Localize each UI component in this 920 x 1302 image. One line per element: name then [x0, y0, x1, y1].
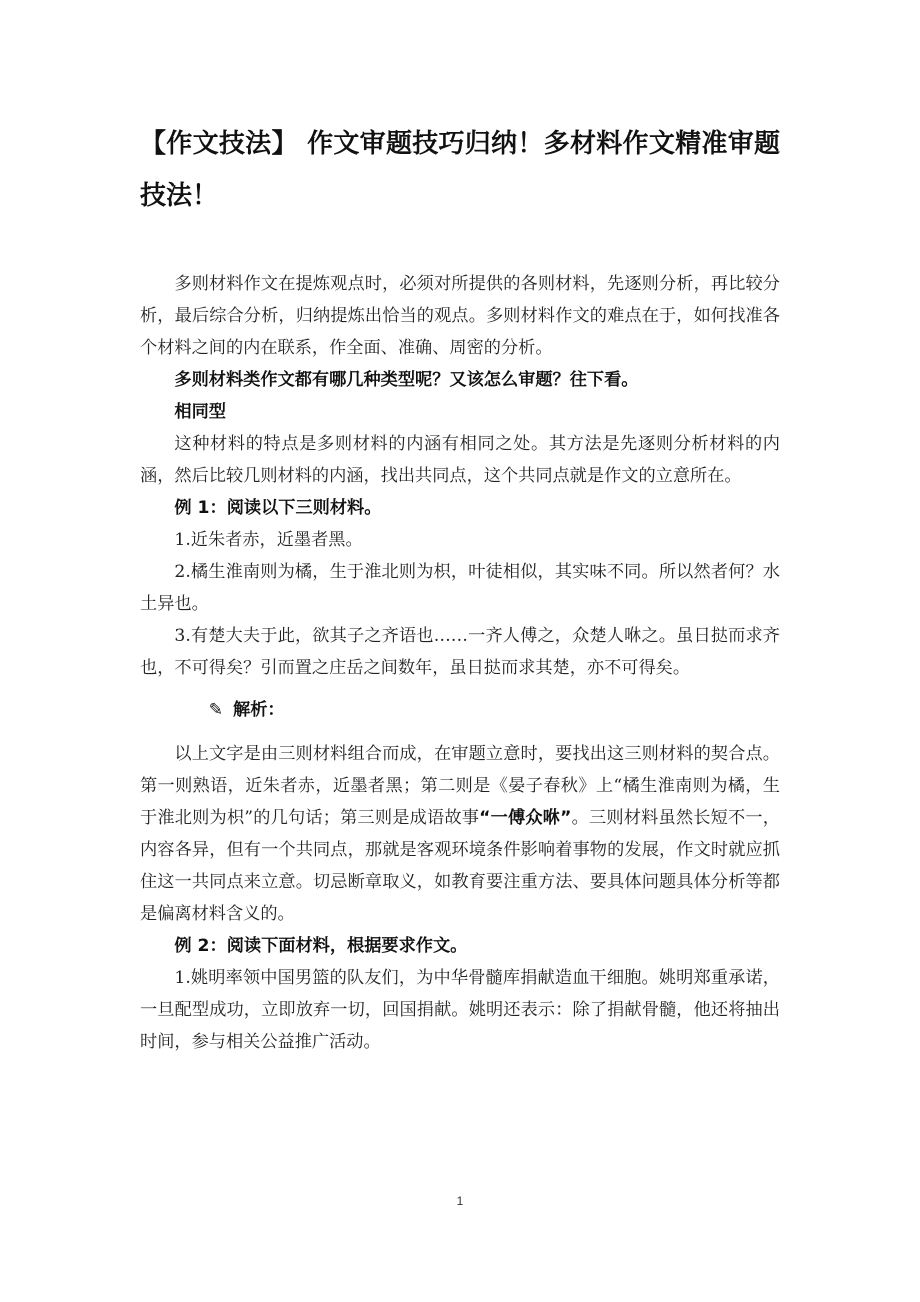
intro-paragraph: 多则材料作文在提炼观点时，必须对所提供的各则材料，先逐则分析，再比较分析，最后综合分析，归纳提炼出恰当的观点。多则材料作文的难点在于，如何找准各个材料之间的内在联系，作全面、准确、周密的分析。	[140, 274, 780, 358]
analysis-text-b: 。三则材料虽然长短不一，内容各异，但有一个共同点，那就是客观环境条件影响着事物的发展，作文时就应抓住这一共同点来立意。切忌断章取义，如教育要注重方法、要具体问题具体分析等都是偏离材料含义的。	[140, 808, 780, 924]
analysis-text-bold: “一傅众咻”	[479, 808, 572, 828]
pencil-icon: ✎	[208, 700, 224, 720]
example2-item-1: 1.姚明率领中国男篮的队友们，为中华骨髓库捐献造血干细胞。姚明郑重承诺，一旦配型成功，立即放弃一切，回国捐献。姚明还表示：除了捐献骨髓，他还将抽出时间，参与相关公益推广活动。	[140, 968, 780, 1052]
article-title: 【作文技法】 作文审题技巧归纳！多材料作文精准审题技法！	[140, 129, 780, 211]
page-number: 1	[456, 1194, 464, 1208]
example2-heading: 例 2：阅读下面材料，根据要求作文。	[174, 936, 468, 956]
analysis-paragraph	[140, 738, 780, 930]
article-body	[140, 268, 780, 1058]
type-description: 这种材料的特点是多则材料的内涵有相同之处。其方法是先逐则分析材料的内涵，然后比较几则材料的内涵，找出共同点，这个共同点就是作文的立意所在。	[140, 434, 780, 486]
question-paragraph: 多则材料类作文都有哪几种类型呢？又该怎么审题？往下看。	[174, 370, 639, 390]
example1-item-2: 2.橘生淮南则为橘，生于淮北则为枳，叶徒相似，其实味不同。所以然者何？水土异也。	[140, 562, 780, 614]
type-heading: 相同型	[174, 402, 226, 422]
analysis-label: 解析：	[233, 700, 285, 720]
analysis-heading	[140, 694, 780, 726]
analysis-text-a: 以上文字是由三则材料组合而成，在审题立意时，要找出这三则材料的契合点。第一则熟语，近朱者赤，近墨者黑；第二则是《晏子春秋》上“橘生淮南则为橘，生于淮北则为枳”的几句话；第三则是成语故事	[140, 744, 780, 828]
example1-item-3: 3.有楚大夫于此，欲其子之齐语也……一齐人傅之，众楚人咻之。虽日挞而求齐也，不可得矣？引而置之庄岳之间数年，虽日挞而求其楚，亦不可得矣。	[140, 626, 780, 678]
example1-item-1: 1.近朱者赤，近墨者黑。	[174, 530, 363, 550]
example1-heading: 例 1：阅读以下三则材料。	[174, 498, 382, 518]
